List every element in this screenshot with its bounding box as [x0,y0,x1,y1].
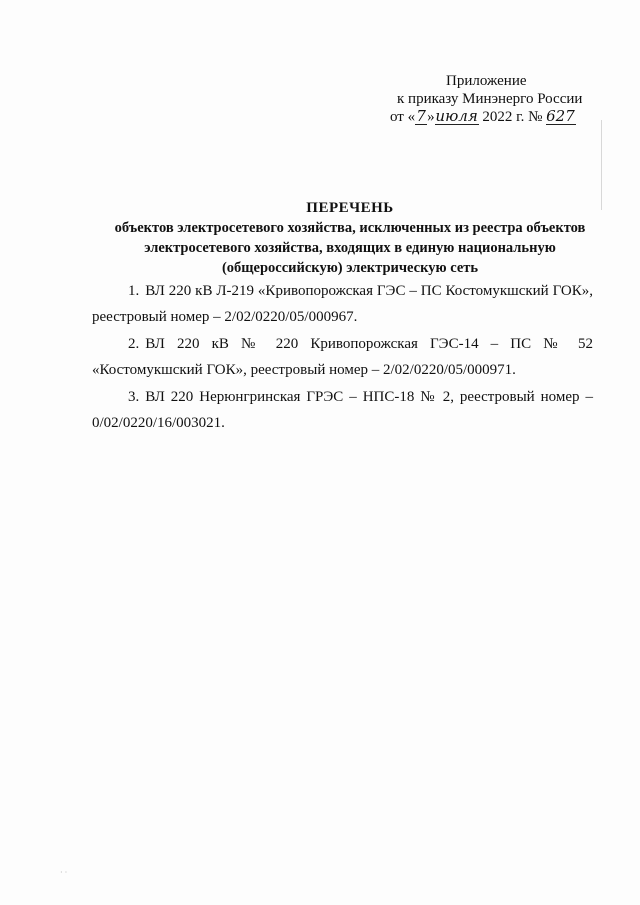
annex-date-line [390,108,610,126]
list-item [92,384,593,436]
title-sub-2: электросетевого хозяйства, входящих в единую национальную [144,240,556,256]
item-number: 1. [128,283,140,299]
handwritten-month: июля [435,107,478,125]
date-mid: » [427,109,435,125]
objects-list [92,278,593,437]
annex-order-ref: к приказу Минэнерго России [397,91,583,107]
item-text: ВЛ 220 кВ Л-219 «Кривопорожская ГЭС – ПС Костомукшский ГОК», реестровый номер – 2/02/0220/05/000967. [92,283,593,325]
date-year: 2022 г. № [482,109,543,125]
scan-edge-line [601,120,602,210]
title-sub-3: (общероссийскую) электрическую сеть [221,260,479,276]
date-prefix: от « [390,109,416,125]
item-text: ВЛ 220 Нерюнгринская ГРЭС – НПС-18 № 2, реестровый номер – 0/02/0220/16/003021. [92,389,593,431]
handwritten-order-number: 627 [546,107,575,125]
list-item [92,331,593,383]
item-number: 3. [128,389,140,405]
document-title [80,198,620,278]
item-number: 2. [128,336,140,352]
title-main: ПЕРЕЧЕНЬ [306,200,394,216]
item-text: ВЛ 220 кВ № 220 Кривопорожская ГЭС-14 – ПС № 52 «Костомукшский ГОК», реестровый номер – 2/02/0220/05/000971. [92,336,593,378]
handwritten-day: 7 [416,107,426,125]
title-sub-1: объектов электросетевого хозяйства, исключенных из реестра объектов [114,220,586,236]
list-item [92,278,593,330]
scan-artifact: · · [60,868,68,877]
annex-label: Приложение [446,73,527,89]
annex-header [390,72,610,126]
